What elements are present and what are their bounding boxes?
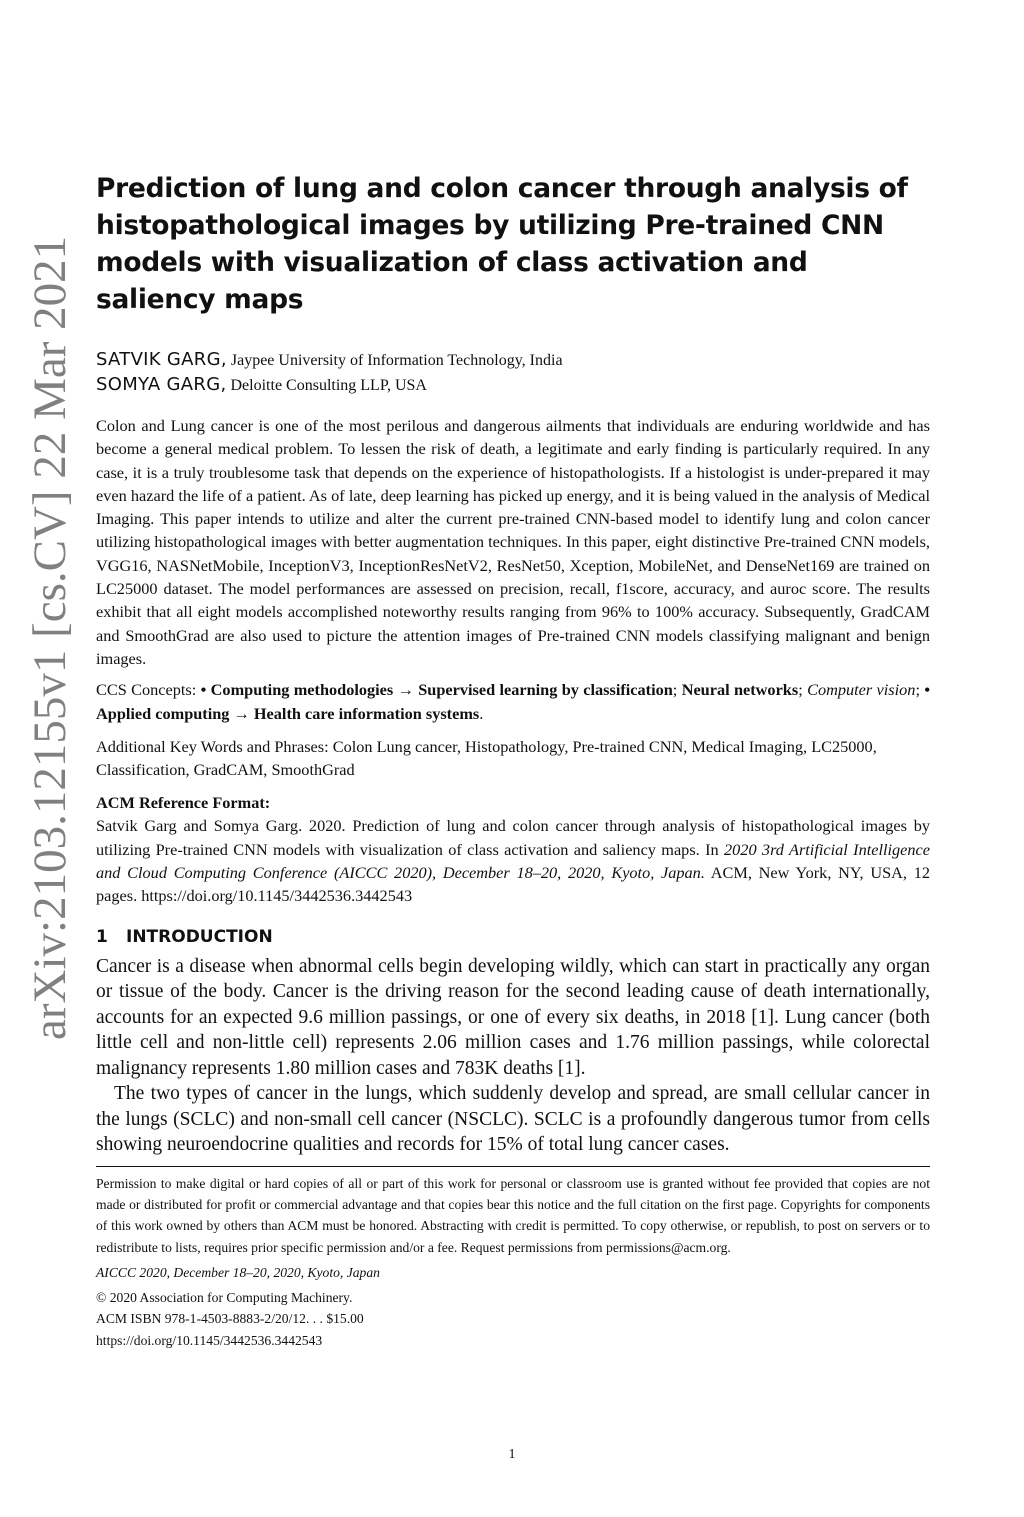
permission-notice: Permission to make digital or hard copies of all or part of this work for personal or classroom use is granted without fee provided that copies are not made or distributed for profit or commercial advantage and that copies bear this notice and the full citation on the first page. Copyrights for components of this work owned by others than ACM must be honored. Abstracting with credit is permitted. To copy otherwise, or republish, to post on servers or to redistribute to lists, requires prior specific permission and/or a fee. Request permissions from permissions@acm.org. (96, 1175, 930, 1255)
page-number: 1 (508, 1447, 516, 1462)
author-name: SOMYA GARG, (96, 374, 227, 395)
acm-reference-text (96, 814, 930, 907)
author-affiliation: Jaypee University of Information Technology, India (230, 352, 563, 369)
copyright-line: © 2020 Association for Computing Machinery. (96, 1290, 353, 1306)
footnote-divider (96, 1166, 930, 1167)
ccs-concepts (96, 678, 930, 725)
paper-page (96, 170, 930, 1351)
ccs-end: . (479, 703, 484, 723)
ccs-arrow: → (397, 680, 414, 700)
body-paragraph: The two types of cancer in the lungs, which suddenly develop and spread, are small cellular cancer in the lungs (SCLC) and non-small cell cancer (NSCLC). SCLC is a profoundly dangerous tumor from cells showing neuroendocrine qualities and records for 15% of total lung cancer cases. (96, 1083, 930, 1156)
acm-reference-suffix: ACM, New York, NY, USA, 12 pages. https://doi.org/10.1145/3442536.3442543 (96, 863, 930, 906)
author-entry (96, 348, 930, 373)
paper-title: Prediction of lung and colon cancer through analysis of histopathological images by utilizing Pre-trained CNN models with visualization of class activation and saliency maps (96, 173, 908, 315)
ccs-item: Computing methodologies (210, 680, 394, 700)
section-number: 1 (96, 926, 108, 947)
abstract: Colon and Lung cancer is one of the most perilous and dangerous ailments that individuals are enduring worldwide and has become a general medical problem. To lessen the risk of death, a legitimate and early finding is particularly required. In any case, it is a truly troublesome task that depends on the experience of histopathologists. If a histologist is under-prepared it may even hazard the life of a patient. As of late, deep learning has picked up energy, and it is being valued in the analysis of Medical Imaging. This paper intends to utilize and alter the current pre-trained CNN-based model to identify lung and colon cancer utilizing histopathological images with better augmentation techniques. In this paper, eight distinctive Pre-trained CNN models, VGG16, NASNetMobile, InceptionV3, InceptionResNetV2, ResNet50, Xception, MobileNet, and DenseNet169 are trained on LC25000 dataset. The model performances are assessed on precision, recall, f1score, accuracy, and auroc score. The results exhibit that all eight models accomplished noteworthy results ranging from 96% to 100% accuracy. Subsequently, GradCAM and SmoothGrad are also used to picture the attention images of Pre-trained CNN models classifying malignant and benign images. (96, 416, 930, 668)
ccs-bullet: • (200, 680, 207, 700)
ccs-item: Applied computing (96, 703, 230, 723)
doi-link[interactable]: https://doi.org/10.1145/3442536.3442543 (96, 1332, 323, 1348)
acm-reference-heading: ACM Reference Format: (96, 793, 271, 813)
ccs-separator: ; (915, 680, 920, 700)
ccs-item: Neural networks (681, 680, 799, 700)
ccs-separator: ; (798, 680, 803, 700)
ccs-arrow: → (233, 703, 250, 723)
acm-reference-venue: 2020 3rd Artificial Intelligence and Cloud Computing Conference (AICCC 2020), December 18–20, 2020, Kyoto, Japan. (96, 839, 930, 883)
keywords (96, 735, 930, 782)
ccs-item: Computer vision (807, 680, 916, 700)
ccs-item: Supervised learning by classification (418, 680, 673, 700)
body-paragraph: Cancer is a disease when abnormal cells begin developing wildly, which can start in practically any organ or tissue of the body. Cancer is the driving reason for the second leading cause of death internationally, accounts for an expected 9.6 million passings, or one of every six deaths, in 2018 [1]. Lung cancer (both little cell and non-little cell) represents 2.06 million cases and 1.76 million passings, while colorectal malignancy represents 1.80 million cases and 783K deaths [1]. (96, 955, 930, 1079)
isbn-line: ACM ISBN 978-1-4503-8883-2/20/12. . . $15.00 (96, 1311, 364, 1327)
acm-reference-prefix: Satvik Garg and Somya Garg. 2020. Prediction of lung and colon cancer through analysis of histopathological images by utilizing Pre-trained CNN models with visualization of class activation and saliency maps. In (96, 816, 930, 859)
keywords-text: Colon Lung cancer, Histopathology, Pre-trained CNN, Medical Imaging, LC25000, Classification, GradCAM, SmoothGrad (96, 736, 877, 780)
author-list (96, 348, 930, 398)
arxiv-identifier: arXiv:2103.12155v1 [cs.CV] 22 Mar 2021 (24, 235, 76, 1040)
ccs-separator: ; (672, 680, 678, 700)
ccs-bullet: • (924, 680, 931, 700)
section-heading (96, 924, 930, 950)
author-name: SATVIK GARG, (96, 349, 227, 370)
author-affiliation: Deloitte Consulting LLP, USA (230, 377, 427, 394)
ccs-label: CCS Concepts: (96, 680, 197, 700)
author-entry (96, 373, 930, 398)
conference-line: AICCC 2020, December 18–20, 2020, Kyoto, Japan (96, 1264, 380, 1280)
keywords-label: Additional Key Words and Phrases: (96, 736, 329, 756)
ccs-item: Health care information systems (253, 703, 480, 723)
section-title: INTRODUCTION (126, 926, 273, 947)
